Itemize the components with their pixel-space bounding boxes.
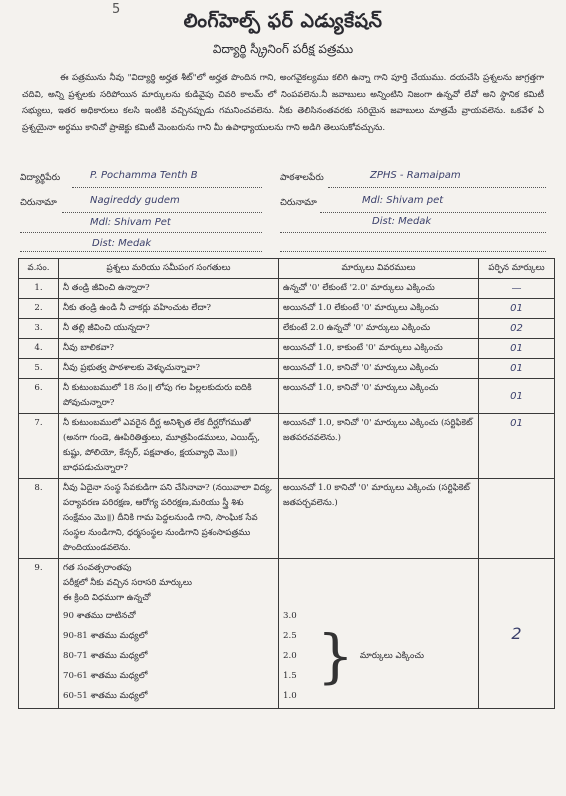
address-label: చిరునామా	[20, 198, 57, 208]
row-marks-rule	[279, 559, 479, 709]
table-row	[19, 279, 555, 299]
table-row-grades	[19, 559, 555, 709]
row-number: 9.	[19, 559, 59, 709]
grade-points: 2.5	[283, 630, 297, 641]
school-name-field[interactable]: ZPHS - Ramaipam	[370, 170, 461, 181]
grade-points: 1.5	[283, 670, 297, 681]
row-score-field[interactable]: —	[479, 279, 555, 299]
screening-table	[18, 258, 555, 709]
table-row	[19, 359, 555, 379]
table-row	[19, 379, 555, 414]
row-marks-rule: అయినచో 1.0, కానిచో '0' మార్కులు ఎక్కించు (సర్టిఫికెట్ జతపరచవలెను.)	[279, 414, 479, 479]
grade-points: 2.0	[283, 650, 297, 661]
address-field-line2[interactable]: Mdl: Shivam Pet	[90, 217, 171, 228]
row-score-field[interactable]	[479, 479, 555, 559]
row-question: నీవు ప్రభుత్వ పాఠశాలకు వెళ్ళుచున్నావా?	[59, 359, 279, 379]
header-serial: వ.సం.	[19, 259, 59, 279]
row-marks-rule: అయినచో 1.0, కానిచో '0' మార్కులు ఎక్కించు	[279, 379, 479, 414]
table-row	[19, 319, 555, 339]
row-score-field[interactable]: 01	[479, 359, 555, 379]
row-marks-rule: అయినచో 1.0 కానిచో '0' మార్కులు ఎక్కించు (సర్టిఫికెట్ జతపర్చవలెను.)	[279, 479, 479, 559]
row-score-field[interactable]: 02	[479, 319, 555, 339]
brace-icon: }	[317, 622, 354, 690]
row-number: 5.	[19, 359, 59, 379]
instructions-paragraph: ఈ పత్రమును నీవు "విద్యార్థి అర్హత శీట్"లో అర్హత పొందిన గాని, అంగవైకల్యము కలిగి ఉన్నా గాని పూర్తి చేయుము. దయచేసి ప్రశ్నలను జాగ్రత్తగా చదివి, అన్ని ప్రశ్నలకు సరిపోయిన మార్కులను కుడివైపు చివరి కాలమ్ లో నింపవలెను.నీ జవాబులు అన్నింటిని నిజంగా ఉన్నవో లేవో అని స్థానిక కమిటీ సభ్యులు, ఇతర అధికారులు కలసి ఇంటికి వచ్చినప్పుడు గమనించవలెను. నీకు తెలిసినంతవరకు సరియైన జవాబులు మాత్రమే వ్రాయవలెను. ఒకవేళ ఏ ప్రశ్నయైనా అర్థము కానిచో ప్రాజెక్టు కమిటీ మెంబరును గాని మీ ఉపాధ్యాయులను గాని అడిగి తెలుసుకోవచ్చును.	[22, 73, 544, 133]
address-field-line3[interactable]: Dist: Medak	[92, 238, 152, 249]
grade-intro-line: గత సంవత్సరాంతపు	[63, 563, 132, 573]
row-question: నీకు తండ్రి ఉండి నీ చాకర్లు వహించుట లేదా?	[59, 299, 279, 319]
row-number: 8.	[19, 479, 59, 559]
row-question: నీవు బాలికవా?	[59, 339, 279, 359]
row-score-field[interactable]: 01	[479, 414, 555, 479]
table-row	[19, 414, 555, 479]
row-question: నీ కుటుంబములో 18 సం॥ లోపు గల పిల్లలకుదురు ఐదికి పోవుచున్నారా?	[59, 379, 279, 414]
row-score-field[interactable]: 2	[479, 559, 555, 709]
grade-band: 70-61 శాతము మధ్యలో	[63, 670, 148, 681]
row-number: 1.	[19, 279, 59, 299]
grade-band: 90-81 శాతము మధ్యలో	[63, 630, 148, 641]
row-number: 6.	[19, 379, 59, 414]
grade-points: 1.0	[283, 690, 297, 701]
row-question: నీవు ఏదైనా సంస్థ సేవకుడిగా పని చేసినావా? (నయివాలా విద్య, పర్యావరణ పరిరక్షణ, ఆరోగ్య పరిరక్షణ,మరియు స్త్రీ శిశు సంక్షేమం మొ॥) దీనికి గామ పెద్దలనుండి గాని, సాంఘిక సేవ సంస్థల నుండిగాని, ధర్మసంస్థల నుండిగాని ప్రశంసాపత్రము పొందియుండవలెను.	[59, 479, 279, 559]
table-header-row	[19, 259, 555, 279]
school-address-field-line2[interactable]: Dist: Medak	[372, 216, 432, 227]
header-marks-detail: మార్కులు వివరములు	[279, 259, 479, 279]
table-row	[19, 339, 555, 359]
student-name-label: విద్యార్థిపేరు	[20, 173, 61, 183]
school-address-label: చిరునామా	[280, 198, 317, 208]
row-score-field[interactable]: 01	[479, 299, 555, 319]
row-number: 2.	[19, 299, 59, 319]
grade-intro-line: ఈ క్రింది విధముగా ఉన్నచో	[63, 593, 151, 603]
row-marks-rule: అయినచో 1.0, కానిచో '0' మార్కులు ఎక్కించు	[279, 359, 479, 379]
grade-intro-line: పరీక్షలో నీకు వచ్చిన సరాసరి మార్కులు	[63, 578, 192, 588]
row-question: నీ తల్లి జీవించి యున్నదా?	[59, 319, 279, 339]
row-marks-rule: అయినచో 1.0 లేకుంటే '0' మార్కులు ఎక్కించు	[279, 299, 479, 319]
table-row	[19, 299, 555, 319]
school-name-label: పాఠశాలపేరు	[280, 173, 324, 183]
corner-page-mark: 5	[112, 2, 121, 17]
header-score: పర్ఫిన మార్కులు	[479, 259, 555, 279]
form-subtitle: విద్యార్థి స్క్రీనింగ్ పరీక్ష పత్రము	[212, 42, 354, 56]
grade-marks-note: మార్కులు ఎక్కించు	[359, 650, 424, 661]
grade-band: 80-71 శాతము మధ్యలో	[63, 650, 148, 661]
row-marks-rule: అయినచో 1.0, కాకుంటే '0' మార్కులు ఎక్కించు	[279, 339, 479, 359]
row-marks-rule: లేకుంటే 2.0 ఉన్నచో '0' మార్కులు ఎక్కించు	[279, 319, 479, 339]
school-address-field-line1[interactable]: Mdl: Shivam pet	[362, 195, 444, 206]
row-score-field[interactable]: 01	[479, 379, 555, 414]
row-marks-rule: ఉన్నచో '0' లేకుంటే '2.0' మార్కులు ఎక్కించు	[279, 279, 479, 299]
table-row	[19, 479, 555, 559]
row-question	[59, 559, 279, 709]
form-title: లింగ్‌హెల్ప్ ఫర్ ఎడ్యుకేషన్	[183, 10, 383, 32]
student-name-field[interactable]: P. Pochamma Tenth B	[90, 170, 198, 181]
row-number: 7.	[19, 414, 59, 479]
row-score-field[interactable]: 01	[479, 339, 555, 359]
row-question: నీ తండ్రి జీవించి ఉన్నారా?	[59, 279, 279, 299]
grade-band: 60-51 శాతము మధ్యలో	[63, 690, 148, 701]
row-number: 3.	[19, 319, 59, 339]
grade-points: 3.0	[283, 610, 297, 621]
header-question: ప్రశ్నలు మరియు సమీపంగ సంగతులు	[59, 259, 279, 279]
grade-band: 90 శాతము దాటినచో	[63, 610, 136, 621]
row-number: 4.	[19, 339, 59, 359]
row-question: నీ కుటుంబములో ఎవరైన దీర్ఘ అనిశ్చిత లేక దీర్ఘరోగముతో (అనగా గుండె, ఊపిరితిత్తులు, మూత్రపిండములు, ఎయిడ్స్, కుష్టు, పోలియో, కేన్సర్, పక్షవాతం, క్షయవ్యాధి మొ॥) బాధపడుచున్నారా?	[59, 414, 279, 479]
address-field-line1[interactable]: Nagireddy gudem	[90, 195, 180, 206]
